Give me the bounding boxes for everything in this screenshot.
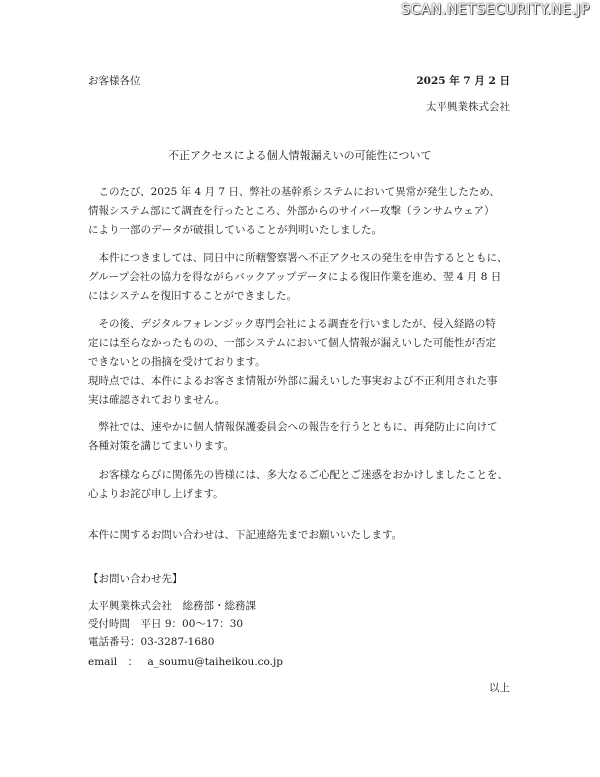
closing-mark: 以上 (489, 682, 510, 694)
paragraph-line: にはシステムを復旧することができました。 (88, 290, 297, 302)
paragraph-line: 各種対策を講じてまいります。 (88, 440, 235, 452)
paragraph-3 (88, 315, 528, 410)
contact-hours: 受付時間 平日 9：00～17：30 (88, 618, 244, 630)
paragraph-4 (88, 418, 528, 456)
paragraph-line: 情報システム部にて調査を行ったところ、外部からのサイバー攻撃（ランサムウェア） (88, 205, 495, 217)
email-address: a_soumu@taiheikou.co.jp (147, 656, 283, 668)
document-title: 不正アクセスによる個人情報漏えいの可能性について (168, 149, 432, 162)
paragraph-2 (88, 249, 528, 306)
issuer-company: 太平興業株式会社 (426, 101, 510, 113)
recipient: お客様各位 (88, 75, 141, 87)
paragraph-5 (88, 466, 528, 504)
watermark: SCAN.NETSECURITY.NE.JP (401, 2, 590, 18)
paragraph-line: このたび、2025 年 4 月 7 日、弊社の基幹系システムにおいて異常が発生したため、 (88, 186, 500, 198)
paragraph-line: グループ会社の協力を得ながらバックアップデータによる復旧作業を進め、翌 4 月 8 日 (88, 271, 502, 283)
paragraph-line: 弊社では、速やかに個人情報保護委員会への報告を行うとともに、再発防止に向けて (88, 421, 498, 433)
paragraph-line: できないとの指摘を受けております。 (88, 356, 266, 368)
document-date: 2025 年 7 月 2 日 (416, 75, 510, 87)
contact-heading: 【お問い合わせ先】 (88, 573, 183, 585)
paragraph-line: 定には至らなかったものの、一部システムにおいて個人情報が漏えいした可能性が否定 (88, 337, 497, 349)
contact-department: 太平興業株式会社 総務部・総務課 (88, 600, 256, 612)
paragraph-line: 実は確認されておりません。 (88, 394, 226, 406)
paragraph-line: 心よりお詫び申し上げます。 (88, 488, 224, 500)
email-label: email ： (88, 656, 139, 668)
inquiry-note: 本件に関するお問い合わせは、下記連絡先までお願いいたします。 (88, 529, 403, 541)
paragraph-1 (88, 183, 528, 240)
paragraph-line: お客様ならびに関係先の皆様には、多大なるご心配とご迷惑をおかけしましたことを、 (88, 469, 508, 481)
paragraph-line: により一部のデータが破損していることが判明いたしました。 (88, 224, 382, 236)
paragraph-line: 本件につきましては、同日中に所轄警察署へ不正アクセスの発生を申告するとともに、 (88, 252, 508, 264)
paragraph-line: 現時点では、本件によるお客さま情報が外部に漏えいした事実および不正利用された事 (88, 375, 498, 387)
contact-email-row (88, 654, 283, 669)
paragraph-line: その後、デジタルフォレンジック専門会社による調査を行いましたが、侵入経路の特 (88, 318, 496, 330)
contact-phone: 電話番号：03-3287-1680 (88, 636, 215, 648)
